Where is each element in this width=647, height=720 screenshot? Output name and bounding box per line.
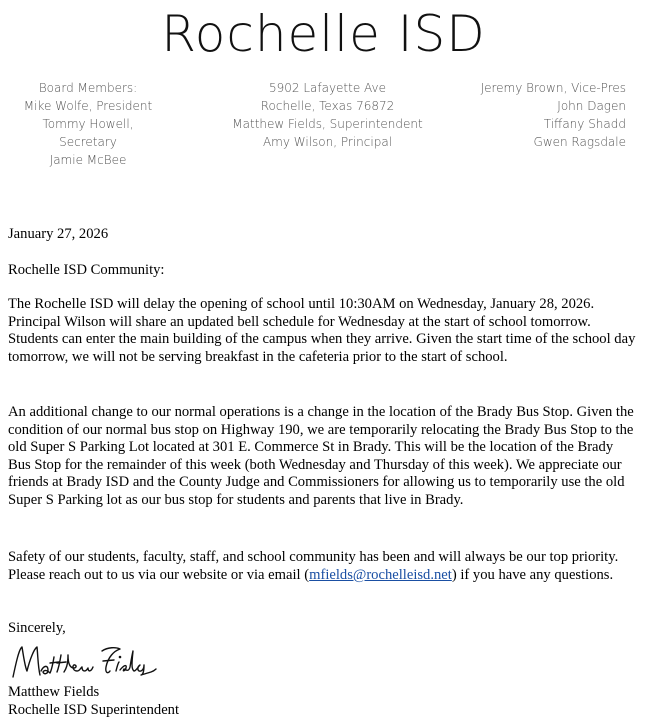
board-members-right-column: [446, 79, 626, 151]
header-line: John Dagen: [557, 99, 626, 113]
header-line: Gwen Ragsdale: [533, 135, 626, 149]
email-link[interactable]: mfields@rochelleisd.net: [309, 566, 452, 583]
header-line: Secretary: [59, 135, 117, 149]
paragraph-text: Safety of our students, faculty, staff, and school community has been and will always be our top priority. Please reach out to us via our website or via email (: [8, 549, 619, 583]
address-column: [215, 79, 440, 151]
letter-greeting: Rochelle ISD Community:: [8, 262, 165, 278]
letterhead-title: Rochelle ISD: [161, 5, 486, 63]
header-line: Rochelle, Texas 76872: [260, 99, 395, 113]
handwritten-signature: [10, 641, 160, 683]
letter-date: January 27, 2026: [8, 226, 109, 242]
header-line: Board Members:: [38, 81, 138, 95]
header-line: Matthew Fields, Superintendent: [232, 117, 423, 131]
header-line: Jeremy Brown, Vice-Pres: [480, 81, 626, 95]
signer-title: Rochelle ISD Superintendent: [8, 702, 180, 718]
header-line: Tiffany Shadd: [543, 117, 626, 131]
paragraph-safety-contact: [8, 549, 638, 584]
header-line: Tommy Howell,: [42, 117, 134, 131]
signer-name: Matthew Fields: [8, 684, 100, 700]
paragraph-text: ) if you have any questions.: [451, 566, 614, 583]
header-line: Mike Wolfe, President: [23, 99, 153, 113]
paragraph-bus-stop-change: An additional change to our normal operations is a change in the location of the Brady Bus Stop. Given the condition of our normal bus stop on Highway 190, we are temporarily relocating the Brady Bus Stop to the old Super S Parking Lot located at 301 E. Commerce St in Brady. This will be the location of the Brady Bus Stop for the remainder of this week (both Wednesday and Thursday of this week). We appreciate our friends at Brady ISD and the County Judge and Commissioners for allowing us to temporarily use the old Super S Parking lot as our bus stop for students and parents that live in Brady.: [8, 404, 634, 508]
letter-closing: Sincerely,: [8, 620, 66, 636]
board-members-column: [8, 79, 168, 169]
paragraph-delay-announcement: The Rochelle ISD will delay the opening of school until 10:30AM on Wednesday, January 28, 2026. Principal Wilson will share an updated bell schedule for Wednesday at the start of school tomorrow. Students can enter the main building of the campus when they arrive. Given the start time of the school day tomorrow, we will not be serving breakfast in the cafeteria prior to the start of school.: [8, 296, 636, 365]
header-line: Amy Wilson, Principal: [262, 135, 393, 149]
header-line: 5902 Lafayette Ave: [268, 81, 387, 95]
header-line: Jamie McBee: [49, 153, 127, 167]
